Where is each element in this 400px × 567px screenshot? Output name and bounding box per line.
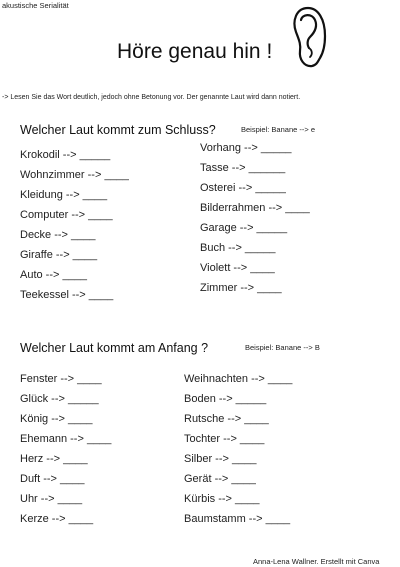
section-start-right-list — [184, 369, 292, 529]
section-start-left-list — [20, 369, 111, 529]
list-item: Garage --> _____ — [200, 222, 288, 234]
list-item: Kerze --> ____ — [20, 513, 94, 525]
list-item: Baumstamm --> ____ — [184, 513, 291, 525]
section-end-example: Beispiel: Banane --> e — [241, 125, 316, 134]
list-item: Buch --> _____ — [200, 242, 276, 254]
list-item: Teekessel --> ____ — [20, 289, 114, 301]
section-end-left-list — [20, 145, 129, 305]
list-item: Glück --> _____ — [20, 393, 99, 405]
list-item: Rutsche --> ____ — [184, 413, 269, 425]
list-item: Kürbis --> ____ — [184, 493, 260, 505]
section-end-right-list — [200, 138, 310, 298]
list-item: König --> ____ — [20, 413, 93, 425]
list-item: Krokodil --> _____ — [20, 149, 111, 161]
ear-icon — [288, 5, 328, 71]
list-item: Vorhang --> _____ — [200, 142, 292, 154]
list-item: Osterei --> _____ — [200, 182, 286, 194]
list-item: Uhr --> ____ — [20, 493, 83, 505]
section-start-example: Beispiel: Banane --> B — [245, 343, 320, 352]
list-item: Silber --> ____ — [184, 453, 257, 465]
list-item: Auto --> ____ — [20, 269, 87, 281]
topic-label: akustische Serialität — [2, 1, 69, 10]
list-item: Violett --> ____ — [200, 262, 275, 274]
list-item: Giraffe --> ____ — [20, 249, 98, 261]
list-item: Fenster --> ____ — [20, 373, 102, 385]
list-item: Kleidung --> ____ — [20, 189, 108, 201]
list-item: Duft --> ____ — [20, 473, 85, 485]
list-item: Bilderrahmen --> ____ — [200, 202, 310, 214]
list-item: Boden --> _____ — [184, 393, 267, 405]
page-title: Höre genau hin ! — [117, 40, 273, 63]
list-item: Computer --> ____ — [20, 209, 113, 221]
list-item: Weihnachten --> ____ — [184, 373, 293, 385]
list-item: Tasse --> ______ — [200, 162, 286, 174]
list-item: Gerät --> ____ — [184, 473, 256, 485]
list-item: Tochter --> ____ — [184, 433, 265, 445]
section-start-heading: Welcher Laut kommt am Anfang ? — [20, 341, 209, 355]
section-end-heading: Welcher Laut kommt zum Schluss? — [20, 123, 216, 137]
list-item: Wohnzimmer --> ____ — [20, 169, 129, 181]
list-item: Zimmer --> ____ — [200, 282, 282, 294]
list-item: Ehemann --> ____ — [20, 433, 112, 445]
list-item: Decke --> ____ — [20, 229, 96, 241]
credit-text: Anna-Lena Wallner. Erstellt mit Canva — [253, 557, 380, 566]
list-item: Herz --> ____ — [20, 453, 88, 465]
instruction-text: -> Lesen Sie das Wort deutlich, jedoch ohne Betonung vor. Der genannte Laut wird dann notiert. — [2, 94, 301, 101]
